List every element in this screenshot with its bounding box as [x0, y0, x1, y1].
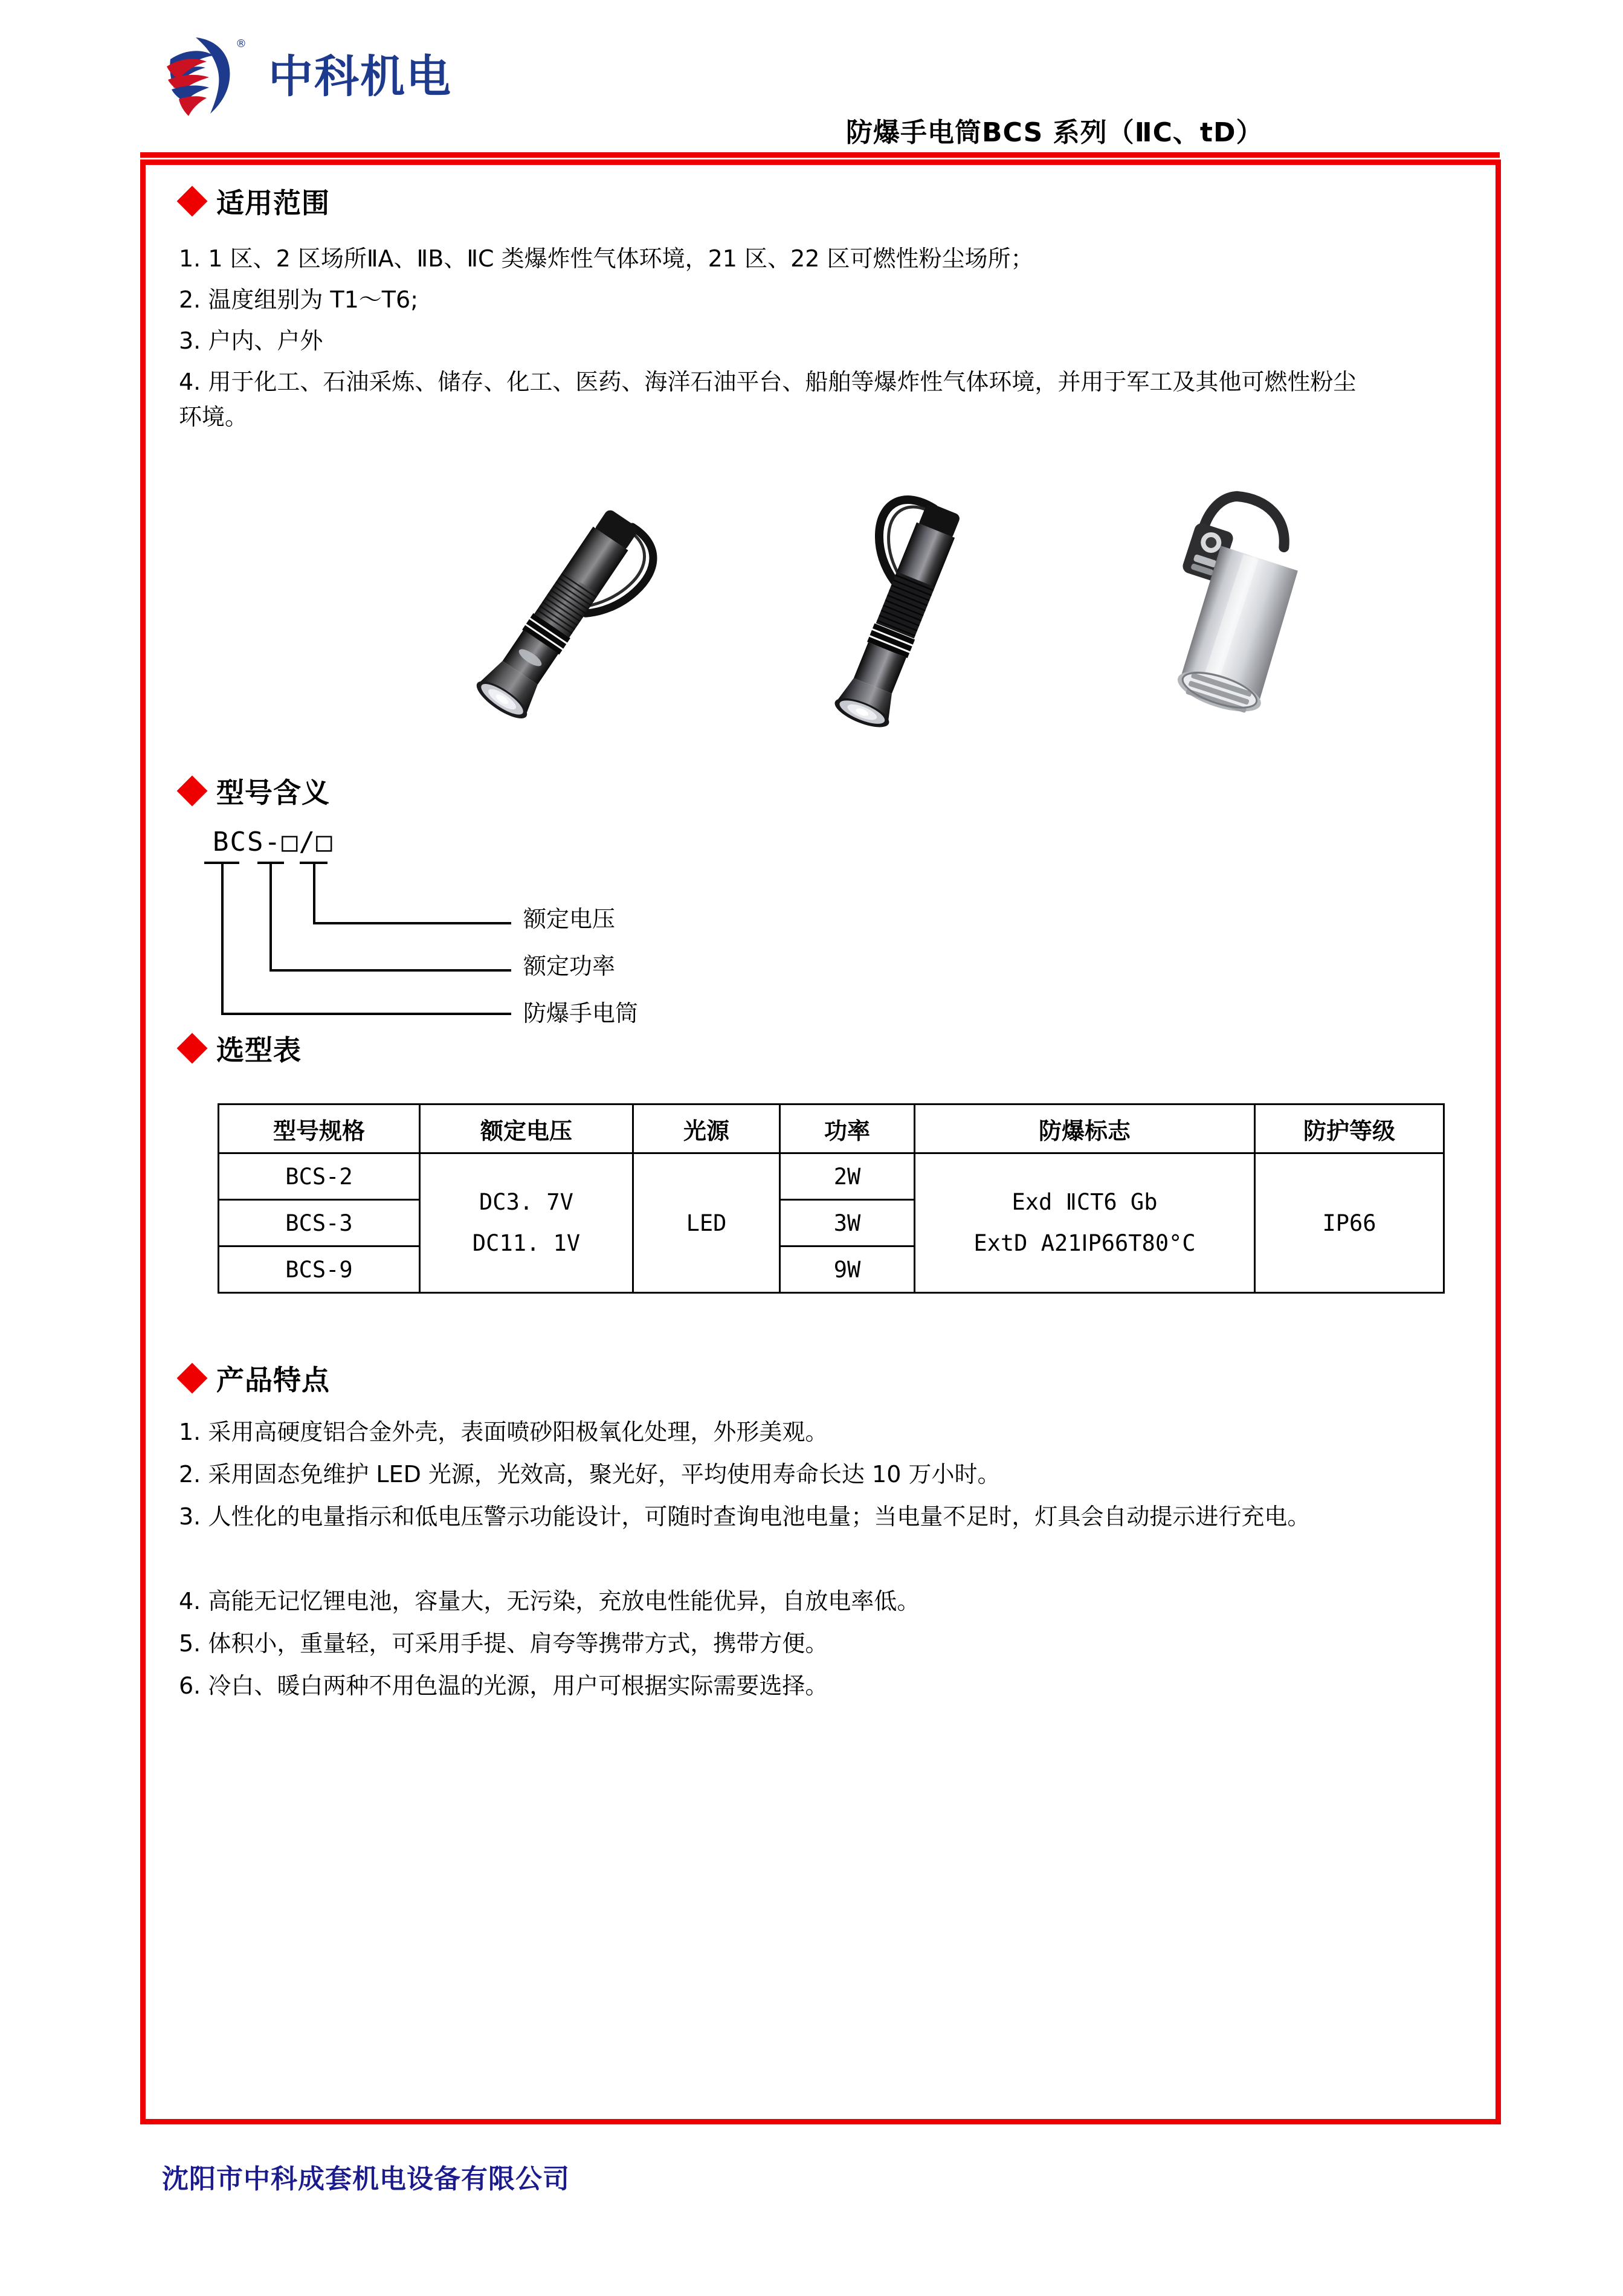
- cell-voltage-line-2: DC11. 1V: [472, 1230, 581, 1256]
- diamond-bullet-icon: [177, 1363, 208, 1394]
- cell-model-2: BCS-3: [219, 1200, 420, 1246]
- footer-company-name: 沈阳市中科成套机电设备有限公司: [162, 2164, 570, 2194]
- table-header-source: 光源: [633, 1104, 780, 1153]
- table-row: [219, 1153, 1444, 1200]
- model-label-rated-power: 额定功率: [523, 953, 616, 979]
- model-code-pattern: BCS-□/□: [213, 827, 334, 857]
- model-label-flashlight: 防爆手电筒: [523, 1000, 639, 1027]
- feature-item-5: 5. 体积小，重量轻，可采用手提、肩夸等携带方式，携带方便。: [179, 1630, 828, 1657]
- cell-protection: IP66: [1255, 1153, 1444, 1293]
- table-header-power: 功率: [780, 1104, 915, 1153]
- scope-item-3: 3. 户内、户外: [179, 327, 323, 354]
- section-heading-model-meaning-label: 型号含义: [216, 776, 330, 809]
- feature-item-2: 2. 采用固态免维护 LED 光源，光效高，聚光好，平均使用寿命长达 10 万小时。: [179, 1461, 1001, 1488]
- feature-item-4: 4. 高能无记忆锂电池，容量大，无污染，充放电性能优异，自放电率低。: [179, 1588, 920, 1614]
- table-header-model: 型号规格: [219, 1104, 420, 1153]
- logo-emblem-icon: [158, 31, 255, 122]
- diamond-bullet-icon: [177, 186, 208, 217]
- cell-ex-mark-line-1: Exd ⅡCT6 Gb: [1012, 1188, 1158, 1215]
- feature-item-6: 6. 冷白、暖白两种不用色温的光源，用户可根据实际需要选择。: [179, 1672, 828, 1699]
- cell-ex-mark-line-2: ExtD A21ⅠP66T80°C: [973, 1230, 1196, 1256]
- cell-power-3: 9W: [780, 1246, 915, 1293]
- section-heading-model-meaning: [181, 771, 330, 811]
- section-heading-selection-table-label: 选型表: [216, 1034, 302, 1066]
- diamond-bullet-icon: [177, 1033, 208, 1064]
- table-header-protection: 防护等级: [1255, 1104, 1444, 1153]
- scope-item-1: 1. 1 区、2 区场所ⅡA、ⅡB、ⅡC 类爆炸性气体环境，21 区、22 区可燃性粉尘场所；: [179, 245, 1034, 272]
- section-heading-features: [181, 1358, 330, 1398]
- cell-power-1: 2W: [780, 1153, 915, 1200]
- svg-text:®: ®: [236, 37, 247, 50]
- section-heading-features-label: 产品特点: [216, 1364, 330, 1396]
- section-heading-scope-label: 适用范围: [216, 187, 330, 219]
- model-label-rated-voltage: 额定电压: [523, 906, 616, 932]
- scope-item-4: 4. 用于化工、石油采炼、储存、化工、医药、海洋石油平台、船舶等爆炸性气体环境，并用于军工及其他可燃性粉尘环境。: [179, 369, 1357, 430]
- page-header: [0, 0, 1623, 162]
- product-photo-black-flashlight-1: [430, 483, 684, 737]
- header-divider: [140, 152, 1500, 158]
- cell-light-source: LED: [633, 1153, 780, 1293]
- diamond-bullet-icon: [177, 776, 208, 807]
- cell-model-1: BCS-2: [219, 1153, 420, 1200]
- product-photo-silver-worklight: [1083, 477, 1373, 743]
- section-heading-scope: [181, 181, 330, 221]
- cell-power-2: 3W: [780, 1200, 915, 1246]
- cell-voltage-line-1: DC3. 7V: [479, 1188, 573, 1215]
- cell-voltage: [420, 1153, 633, 1293]
- product-photo-black-flashlight-2: [769, 483, 1022, 737]
- company-logo: [158, 31, 533, 122]
- scope-item-2: 2. 温度组别为 T1～T6;: [179, 286, 418, 313]
- logo-wordmark: 中科机电: [268, 51, 452, 103]
- feature-item-1: 1. 采用高硬度铝合金外壳，表面喷砂阳极氧化处理，外形美观。: [179, 1419, 828, 1445]
- feature-item-3: 3. 人性化的电量指示和低电压警示功能设计，可随时查询电池电量；当电量不足时，灯具会自动提示进行充电。: [179, 1503, 1311, 1530]
- cell-ex-mark: [915, 1153, 1255, 1293]
- selection-table: [218, 1103, 1445, 1294]
- cell-model-3: BCS-9: [219, 1246, 420, 1293]
- table-header-row: [219, 1104, 1444, 1153]
- table-header-ex-mark: 防爆标志: [915, 1104, 1255, 1153]
- table-header-voltage: 额定电压: [420, 1104, 633, 1153]
- section-heading-selection-table: [181, 1028, 302, 1068]
- product-image-row: [140, 477, 1501, 755]
- page-title: 防爆手电筒BCS 系列（ⅡC、tD）: [846, 117, 1263, 148]
